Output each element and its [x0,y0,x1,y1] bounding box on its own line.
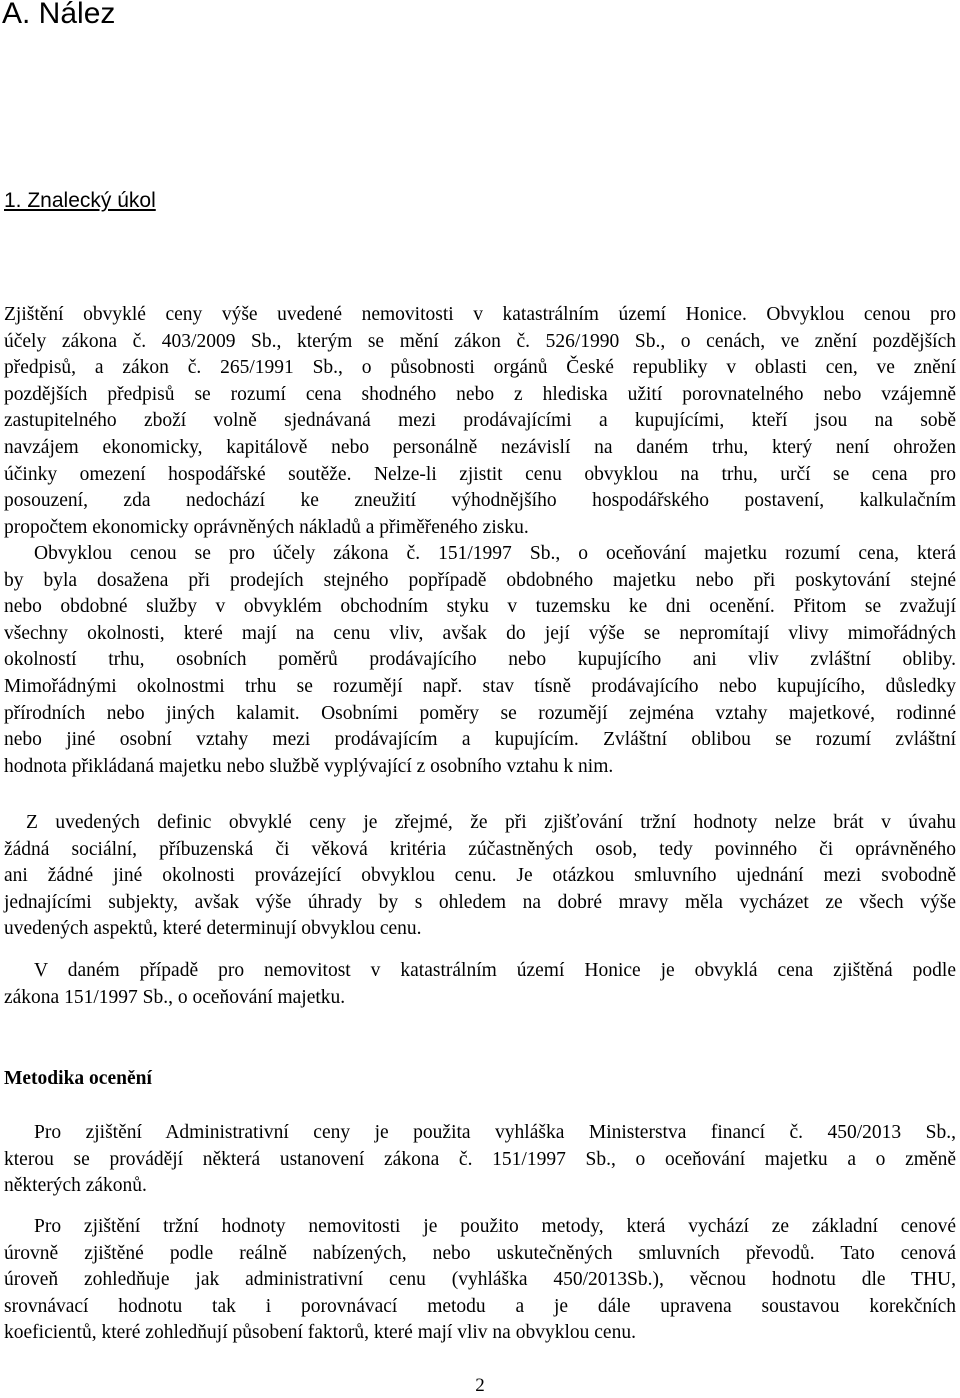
paragraph-zakon-151-definition [4,541,956,780]
page-number: 2 [475,1375,485,1396]
text-line: všechny okolnosti, které mají na cenu vliv, avšak do její výše se nepromítají vlivy mimořádných [4,622,956,644]
text-line: žádná sociální, příbuzenská či věková kritéria zúčastněných osob, tedy povinného či oprávněného [4,838,956,860]
text-line: by byla dosažena při prodejích stejného popřípadě obdobného majetku nebo při poskytování stejné [4,569,956,591]
text-line: uvedených aspektů, které determinují obvyklou cenu. [4,918,422,940]
text-line: zastupitelného zboží volně sjednávaná mezi prodávajícími a kupujícími, kteří jsou na sobě [4,410,956,432]
task-heading: 1. Znalecký úkol [4,189,156,212]
text-line: navzájem ekonomicky, kapitálově nebo personálně nezávislí na daném trhu, který není ohrožen [4,436,956,458]
text-line: posouzení, zda nedochází ke zneužití výhodnějšího hospodářského postavení, kalkulačním [4,490,956,512]
text-line: účely zákona č. 403/2009 Sb., kterým se mění zákon č. 526/1990 Sb., o cenách, ve znění pozdějších [4,330,956,352]
paragraph-definitions-conclusion [4,810,956,943]
text-line: jednajícími subjekty, avšak výše úhrady by s ohledem na dobré mravy měla vycházet ze všech výše [4,891,956,913]
section-heading-methodology: Metodika ocenění [4,1068,152,1089]
text-line: ani žádné jiné okolnosti provázející obvyklou cenu. Je otázkou smluvního ujednání mezi svobodně [4,865,956,887]
text-line: zákona 151/1997 Sb., o oceňování majetku. [4,986,346,1008]
text-line: úroveň zohledňuje jak administrativní cenu (vyhláška 450/2013Sb.), věcnou hodnotu dle THU, [4,1269,956,1291]
text-line: nebo obdobné služby v obvyklém obchodním styku v tuzemsku ke dni ocenění. Přitom se zvažují [4,596,956,618]
text-line: Pro zjištění tržní hodnoty nemovitosti je použito metody, která vychází ze základní cenové [34,1216,956,1237]
text-line: účinky omezení hospodářské soutěže. Nelze-li zjistit cenu obvyklou na trhu, určí se cena pro [4,463,956,485]
text-line: kterou se provádějí některá ustanovení zákona č. 151/1997 Sb., o oceňování majetku a o změně [4,1148,956,1170]
text-line: nebo jiné osobní vztahy mezi prodávajícím a kupujícím. Zvláštní oblibou se rozumí zvláštní [4,729,956,751]
text-line: předpisů, a zákon č. 265/1991 Sb., o působnosti orgánů České republiky v oblasti cen, ve znění [4,357,956,379]
text-line: V daném případě pro nemovitost v katastrálním území Honice je obvyklá cena zjištěná podle [34,960,956,981]
text-line: propočtem ekonomicky oprávněných nákladů a přiměřeného zisku. [4,516,529,538]
text-line: koeficientů, které zohledňují působení faktorů, které mají vliv na obvyklou cenu. [4,1322,636,1344]
chapter-heading: A. Nález [2,0,116,30]
paragraph-obvykla-cena-definition [4,302,956,541]
text-line: Z uvedených definic obvyklé ceny je zřejmé, že při zjišťování tržní hodnoty nelze brát v úvahu [26,812,956,833]
paragraph-administrative-price [4,1120,956,1200]
text-line: Pro zjištění Administrativní ceny je použita vyhláška Ministerstva financí č. 450/2013 Sb., [34,1122,956,1143]
text-line: přírodních nebo jiných kalamit. Osobními poměry se rozumějí zejména vztahy majetkové, rodinné [4,702,956,724]
text-line: okolností trhu, osobních poměrů prodávajícího nebo kupujícího ani vliv zvláštní obliby. [4,649,956,671]
paragraph-case-statement [4,958,956,1011]
text-line: úrovně zjištěné podle reálně nabízených, nebo uskutečněných smluvních převodů. Tato cenová [4,1242,956,1264]
text-line: některých zákonů. [4,1175,147,1197]
text-line: Obvyklou cenou se pro účely zákona č. 151/1997 Sb., o oceňování majetku rozumí cena, která [34,543,956,564]
text-line: pozdějších předpisů se rozumí cena shodného nebo z hlediska užití porovnatelného nebo vzájemně [4,383,956,405]
text-line: Zjištění obvyklé ceny výše uvedené nemovitosti v katastrálním území Honice. Obvyklou cenou pro [4,304,956,325]
text-line: hodnota přikládaná majetku nebo službě vyplývající z osobního vztahu k nim. [4,755,614,777]
text-line: Mimořádnými okolnostmi trhu se rozumějí např. stav tísně prodávajícího nebo kupujícího, důsledky [4,675,956,697]
paragraph-market-value-method [4,1214,956,1347]
text-line: srovnávací hodnotu tak i porovnávací metodu a je dále upravena soustavou korekčních [4,1295,956,1317]
